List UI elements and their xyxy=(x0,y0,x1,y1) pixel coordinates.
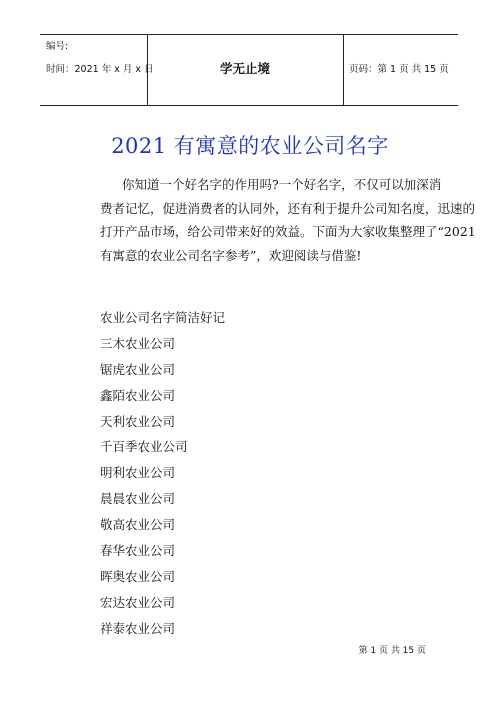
intro-line: 费者记忆，促进消费者的认同外，还有利于提升公司知名度，迅速的 xyxy=(100,200,476,216)
header-table xyxy=(40,34,458,106)
header-divider xyxy=(343,35,344,105)
list-item: 晨晨农业公司 xyxy=(100,491,176,507)
list-item: 宏达农业公司 xyxy=(100,594,176,610)
date-label: 时间：2021 年 x 月 x 日 xyxy=(46,64,154,75)
list-item: 祥泰农业公司 xyxy=(100,620,176,636)
intro-line: 你知道一个好名字的作用吗?一个好名字，不仅可以加深消 xyxy=(122,177,442,192)
footer-page-info: 第 1 页 共 15 页 xyxy=(358,646,426,656)
intro-paragraph xyxy=(100,173,476,267)
list-item: 天利农业公司 xyxy=(100,413,176,429)
list-item: 鑫陌农业公司 xyxy=(100,387,176,403)
list-item: 春华农业公司 xyxy=(100,543,176,559)
intro-line: 有寓意的农业公司名字参考”，欢迎阅读与借鉴! xyxy=(100,247,362,263)
header-page-info: 页码：第 1 页 共 15 页 xyxy=(349,64,449,75)
serial-number-label: 编号: xyxy=(46,41,69,52)
document-title: 2021 有寓意的农业公司名字 xyxy=(111,134,389,158)
list-item: 晖奥农业公司 xyxy=(100,568,176,584)
section-heading: 农业公司名字简洁好记 xyxy=(100,310,226,325)
list-item: 千百季农业公司 xyxy=(100,439,188,455)
company-name-list xyxy=(100,305,400,642)
list-item: 敬高农业公司 xyxy=(100,517,176,533)
list-item: 锯虎农业公司 xyxy=(100,361,176,377)
list-item: 三木农业公司 xyxy=(100,335,176,351)
header-motto: 学无止境 xyxy=(219,61,270,76)
intro-line: 打开产品市场，给公司带来好的效益。下面为大家收集整理了“2021 xyxy=(100,224,476,239)
list-item: 明利农业公司 xyxy=(100,465,176,481)
